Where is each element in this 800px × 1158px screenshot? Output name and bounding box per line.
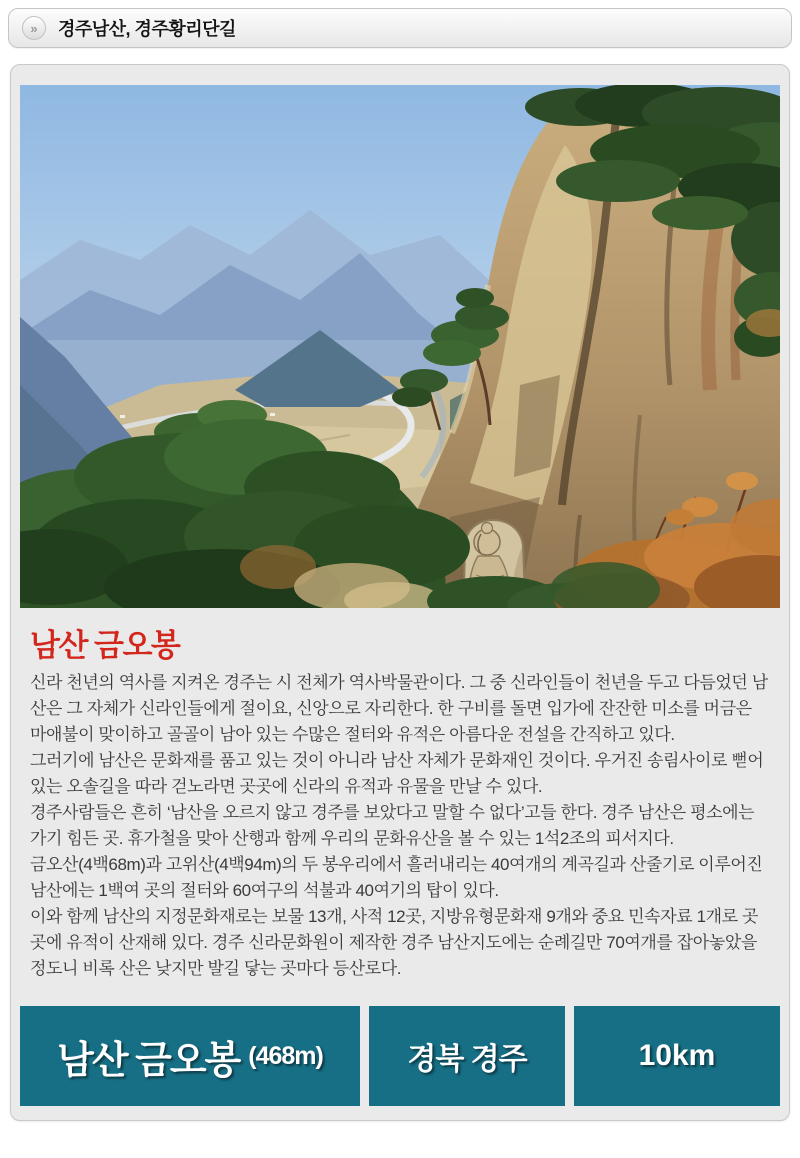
mountain-photo	[20, 85, 780, 608]
peak-name: 남산 금오봉	[57, 1039, 240, 1082]
peak-name-box	[20, 1006, 360, 1106]
paragraph: 그러기에 남산은 문화재를 품고 있는 것이 아니라 남산 자체가 문화재인 것이다. 우거진 송림사이로 뻗어 있는 오솔길을 따라 걷노라면 곳곳에 신라의 유적과 유물을 만날 수 있다.	[30, 751, 764, 796]
distance-box	[574, 1006, 780, 1106]
mountain-photo-illustration	[20, 85, 780, 608]
double-arrow-icon: »	[22, 16, 46, 40]
content-panel	[10, 64, 790, 1121]
breadcrumb: 경주남산, 경주황리단길	[58, 19, 236, 39]
peak-elevation: (468m)	[248, 1041, 323, 1070]
paragraph: 경주사람들은 흔히 ‘남산을 오르지 않고 경주를 보았다고 말할 수 없다’고들 한다. 경주 남산은 평소에는 가기 힘든 곳. 휴가철을 맞아 산행과 함께 우리의 문화유산을 볼 수 있는 1석2조의 피서지다.	[30, 803, 755, 848]
paragraph: 금오산(4백68m)과 고위산(4백94m)의 두 봉우리에서 흘러내리는 40여개의 계곡길과 산줄기로 이루어진 남산에는 1백여 곳의 절터와 60여구의 석불과 40여기의 탑이 있다.	[30, 855, 763, 900]
region-label: 경북 경주	[407, 1043, 527, 1076]
article-body	[30, 670, 770, 982]
breadcrumb-bar[interactable]	[8, 8, 792, 48]
paragraph: 신라 천년의 역사를 지켜온 경주는 시 전체가 역사박물관이다. 그 중 신라인들이 천년을 두고 다듬었던 남산은 그 자체가 신라인들에게 절이요, 신앙으로 자리한다. 한 구비를 돌면 입가에 잔잔한 미소를 머금은 마애불이 맞이하고 골골이 남아 있는 수많은 절터와 유적은 아름다운 전설을 간직하고 있다.	[30, 673, 768, 744]
info-bar	[20, 1006, 780, 1106]
distance-label: 10km	[638, 1039, 716, 1072]
article-title: 남산 금오봉	[30, 628, 180, 663]
paragraph: 이와 함께 남산의 지정문화재로는 보물 13개, 사적 12곳, 지방유형문화재 9개와 중요 민속자료 1개로 곳곳에 유적이 산재해 있다. 경주 신라문화원이 제작한 경주 남산지도에는 순례길만 70여개를 잡아놓았을 정도니 비록 산은 낮지만 발길 닿는 곳마다 등산로다.	[30, 907, 759, 978]
region-box	[369, 1006, 565, 1106]
